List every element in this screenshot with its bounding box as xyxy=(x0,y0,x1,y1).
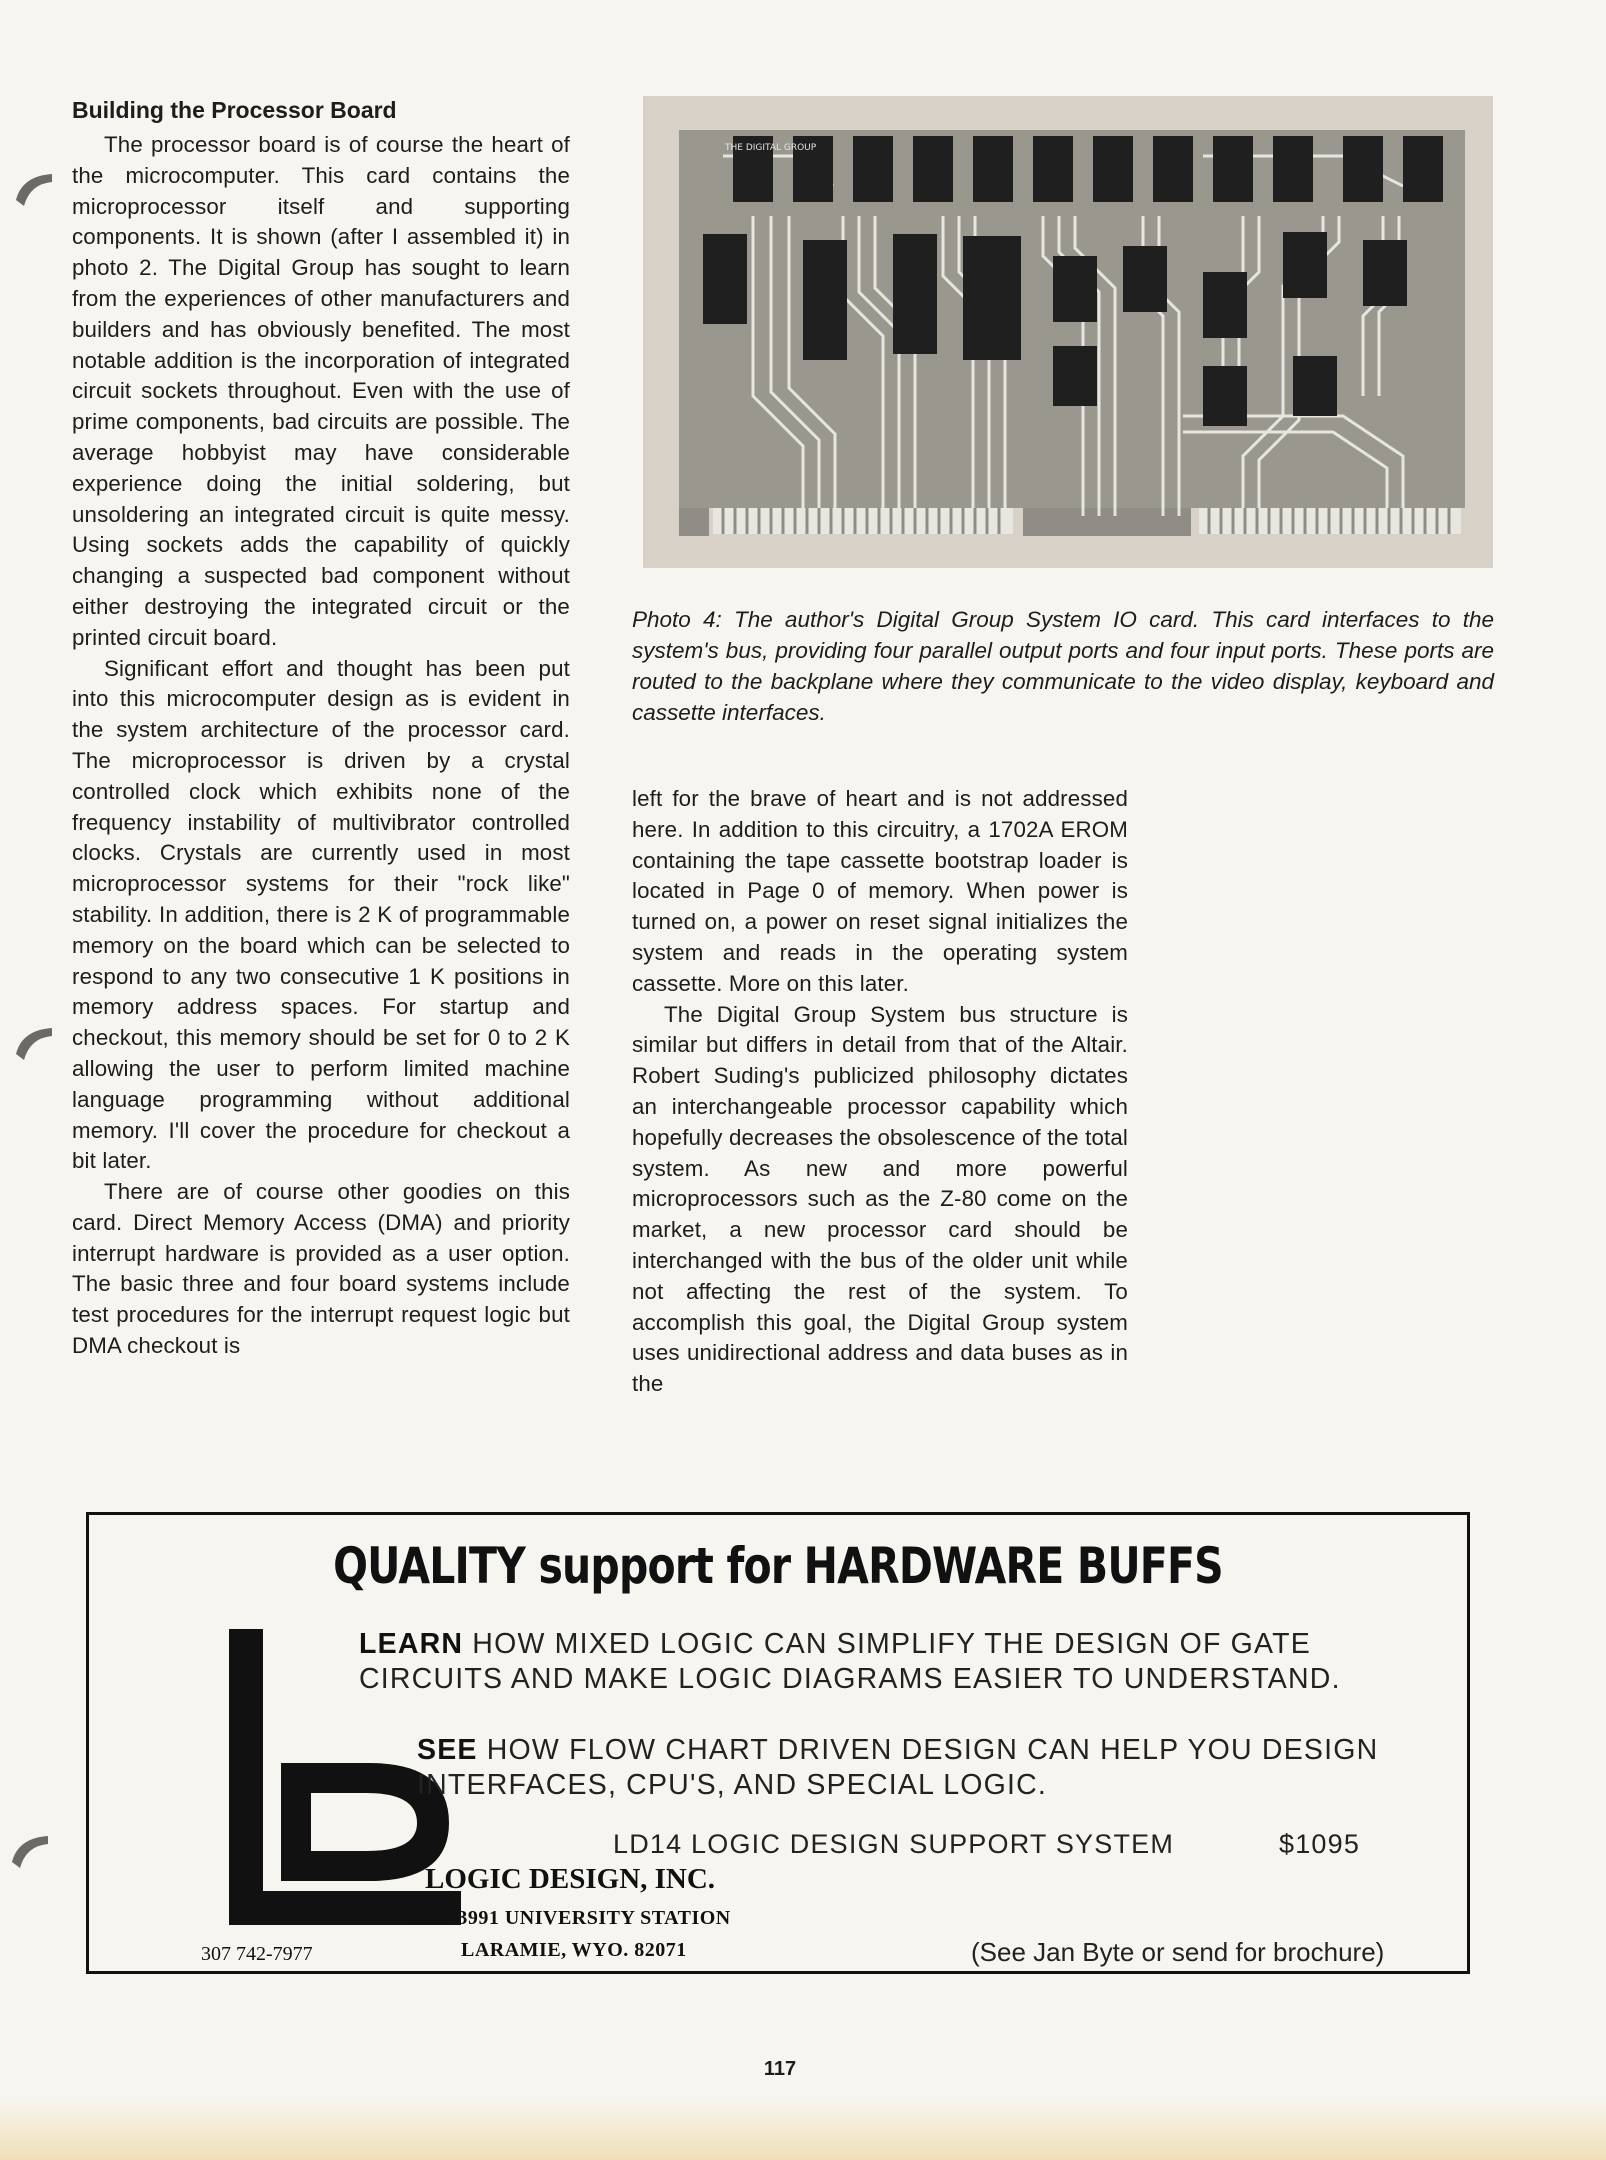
paragraph-5: The Digital Group System bus structure is similar but differs in detail from that of the Altair. Robert Suding's publicized philosophy dictates an interchangeable processor capability which hopefully decreases the obsolescence of the total system. As new and more powerful microprocessors such as the Z-80 come on the market, a new processor card should be interchanged with the bus of the older unit while not affecting the rest of the system. To accomplish this goal, the Digital Group system uses unidirectional address and data buses as in the xyxy=(632,1001,1128,1397)
learn-text xyxy=(359,1627,1439,1697)
product-name: LD14 LOGIC DESIGN SUPPORT SYSTEM xyxy=(613,1829,1175,1859)
right-column xyxy=(632,784,1128,1400)
phone-number: 307 742-7977 xyxy=(201,1943,313,1965)
product-price: $1095 xyxy=(1279,1829,1361,1859)
io-card-photo xyxy=(643,96,1493,568)
address-line-2: LARAMIE, WYO. 82071 xyxy=(461,1939,687,1961)
learn-body: HOW MIXED LOGIC CAN SIMPLIFY THE DESIGN OF GATE CIRCUITS AND MAKE LOGIC DIAGRAMS EASIER TO UNDERSTAND. xyxy=(359,1628,1341,1695)
address-line-1: BOX 3991 UNIVERSITY STATION xyxy=(407,1907,731,1929)
section-heading: Building the Processor Board xyxy=(72,97,397,123)
binder-hole-mark-icon xyxy=(12,170,56,210)
paragraph-1: The processor board is of course the heart of the microcomputer. This card contains the microprocessor itself and supporting components. It is shown (after I assembled it) in photo 2. The Digital Group has sought to learn from the experiences of other manufacturers and builders and has obviously benefited. The most notable addition is the incorporation of integrated circuit sockets throughout. Even with the use of prime components, bad circuits are possible. The average hobbyist may have considerable experience doing the initial soldering, but unsoldering an integrated circuit is quite messy. Using sockets adds the capability of quickly changing a suspected bad component without either destroying the integrated circuit or the printed circuit board. xyxy=(72,132,570,650)
board-silkscreen: THE DIGITAL GROUP xyxy=(725,143,817,153)
ad-headline: QUALITY support for HARDWARE BUFFS xyxy=(333,1537,1223,1595)
see-text xyxy=(417,1733,1417,1803)
binder-hole-mark-icon xyxy=(12,1024,56,1064)
paragraph-4: left for the brave of heart and is not addressed here. In addition to this circuitry, a 1702A EROM containing the tape cassette bootstrap loader is located in Page 0 of memory. When power is turned on, a power on reset signal initializes the system and reads in the operating system cassette. More on this later. xyxy=(632,786,1128,996)
paragraph-2: Significant effort and thought has been put into this microcomputer design as is evident in the system architecture of the processor card. The microprocessor is driven by a crystal controlled clock which exhibits none of the frequency instability of multivibrator controlled clocks. Crystals are currently used in most microprocessor systems for their "rock like" stability. In addition, there is 2 K of programmable memory on the board which can be selected to respond to any two consecutive 1 K positions in memory address spaces. For startup and checkout, this memory should be set for 0 to 2 K allowing the user to perform limited machine language programming without additional memory. I'll cover the procedure for checkout a bit later. xyxy=(72,655,570,1174)
page-number: 117 xyxy=(763,2058,797,2080)
binder-hole-mark-icon xyxy=(8,1832,52,1872)
paragraph-3: There are of course other goodies on this card. Direct Memory Access (DMA) and priority interrupt hardware is provided as a user option. The basic three and four board systems include test procedures for the interrupt request logic but DMA checkout is xyxy=(72,1179,570,1359)
brochure-note: (See Jan Byte or send for brochure) xyxy=(971,1937,1385,1967)
see-keyword: SEE xyxy=(417,1734,478,1766)
photo-caption: Photo 4: The author's Digital Group System IO card. This card interfaces to the system's bus, providing four parallel output ports and four input ports. These ports are routed to the backplane where they communicate to the video display, keyboard and cassette interfaces. xyxy=(632,607,1494,725)
learn-keyword: LEARN xyxy=(359,1628,464,1660)
logic-design-advertisement xyxy=(86,1512,1470,1974)
page-edge-stain xyxy=(0,2100,1606,2160)
see-body: HOW FLOW CHART DRIVEN DESIGN CAN HELP YOU DESIGN INTERFACES, CPU'S, AND SPECIAL LOGIC. xyxy=(417,1734,1379,1801)
left-column xyxy=(72,94,570,1362)
company-name: LOGIC DESIGN, INC. xyxy=(425,1863,716,1895)
